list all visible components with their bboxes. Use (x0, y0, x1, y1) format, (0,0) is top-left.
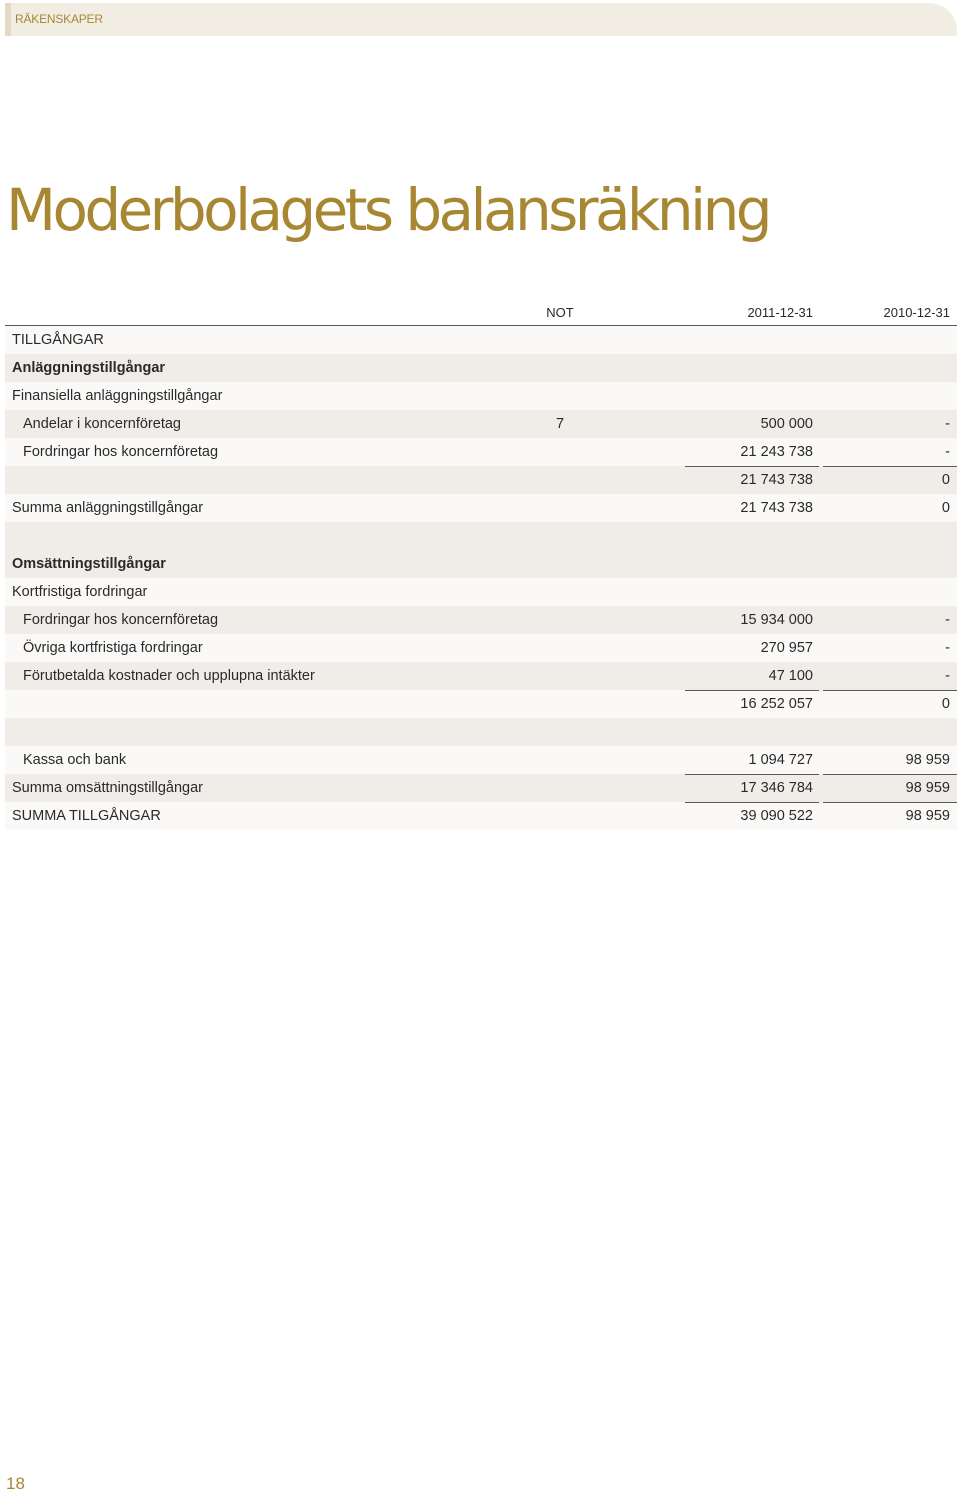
section-header-band (5, 3, 957, 36)
row-value-2011: 17 346 784 (740, 780, 813, 796)
row-value-2011: 1 094 727 (748, 752, 813, 768)
table-row (5, 410, 957, 438)
row-value-2011: 500 000 (760, 416, 813, 432)
section-label: RÄKENSKAPER (15, 12, 103, 26)
row-value-2010: 0 (941, 472, 950, 488)
balance-sheet-table (5, 299, 957, 830)
row-label: TILLGÅNGAR (12, 332, 104, 348)
table-row (5, 606, 957, 634)
table-row (5, 578, 957, 606)
row-value-2011: 21 243 738 (740, 444, 813, 460)
row-value-2010: - (945, 444, 950, 460)
table-row-sum (5, 494, 957, 522)
row-label: Kassa och bank (23, 752, 127, 768)
table-row-subtotal (5, 466, 957, 494)
row-value-2010: - (945, 640, 950, 656)
table-row (5, 746, 957, 774)
row-value-2011: 270 957 (760, 640, 813, 656)
row-label: Summa omsättningstillgångar (12, 780, 204, 796)
table-row (5, 354, 957, 382)
table-row-total (5, 802, 957, 830)
row-value-2010: - (945, 416, 950, 432)
table-row (5, 382, 957, 410)
row-value-2010: 98 959 (905, 808, 950, 824)
row-value-2011: 16 252 057 (740, 696, 813, 712)
row-label: Fordringar hos koncernföretag (23, 444, 219, 460)
row-label: Finansiella anläggningstillgångar (12, 388, 223, 404)
table-row-subtotal (5, 690, 957, 718)
row-label: Övriga kortfristiga fordringar (23, 640, 203, 656)
row-value-2010: 98 959 (905, 780, 950, 796)
table-row-sum (5, 774, 957, 802)
row-value-2010: - (945, 668, 950, 684)
row-value-2011: 47 100 (768, 668, 813, 684)
table-header-row (5, 299, 957, 326)
column-header-not: NOT (546, 305, 574, 320)
row-label: Fordringar hos koncernföretag (23, 612, 219, 628)
row-value-2011: 15 934 000 (740, 612, 813, 628)
table-row (5, 550, 957, 578)
row-label: Anläggningstillgångar (12, 360, 166, 376)
row-value-2010: 98 959 (905, 752, 950, 768)
row-value-2011: 39 090 522 (740, 808, 813, 824)
row-value-2010: 0 (941, 696, 950, 712)
row-value-2010: - (945, 612, 950, 628)
table-row-spacer (5, 522, 957, 550)
row-label: Andelar i koncernföretag (23, 416, 181, 432)
row-value-2010: 0 (941, 500, 950, 516)
row-label: SUMMA TILLGÅNGAR (12, 808, 161, 824)
header-tab-mark (5, 3, 11, 36)
table-row-spacer (5, 718, 957, 746)
row-label: Kortfristiga fordringar (12, 584, 148, 600)
table-row (5, 662, 957, 690)
page-title: Moderbolagets balansräkning (6, 176, 769, 244)
row-label: Omsättningstillgångar (12, 556, 166, 572)
column-header-2011: 2011-12-31 (747, 305, 813, 320)
table-row (5, 326, 957, 354)
row-value-2011: 21 743 738 (740, 472, 813, 488)
row-label: Förutbetalda kostnader och upplupna intäkter (23, 668, 315, 684)
row-note: 7 (555, 416, 565, 432)
row-label: Summa anläggningstillgångar (12, 500, 204, 516)
row-value-2011: 21 743 738 (740, 500, 813, 516)
table-row (5, 634, 957, 662)
column-header-2010: 2010-12-31 (883, 305, 950, 320)
table-row (5, 438, 957, 466)
page-number: 18 (6, 1474, 25, 1493)
